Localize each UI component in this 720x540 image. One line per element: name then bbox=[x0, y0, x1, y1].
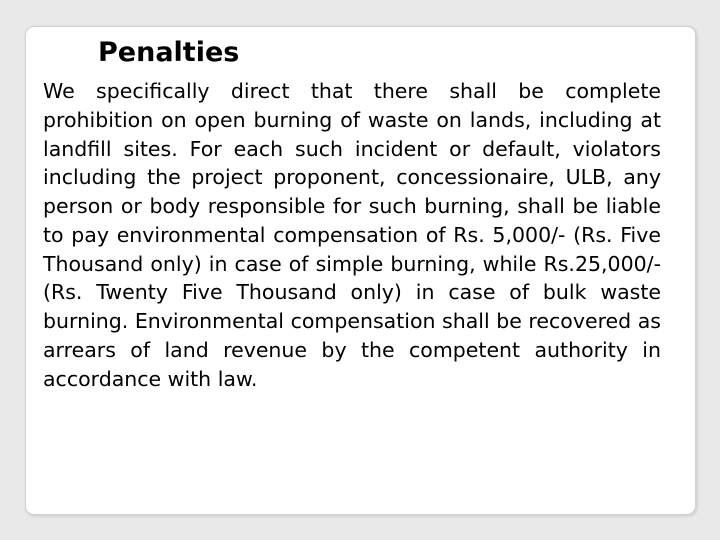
slide-title: Penalties bbox=[98, 37, 240, 68]
slide-body-text: We specifically direct that there shall be complete prohibition on open burning of waste on lands, including at landfill sites. For each such incident or default, violators including the project proponent, concessionaire, ULB, any person or body responsible for such burning, shall be liable to pay environmental compensation of Rs. 5,000/- (Rs. Five Thousand only) in case of simple burning, while Rs.25,000/- (Rs. Twenty Five Thousand only) in case of bulk waste burning. Environmental compensation shall be recovered as arrears of land revenue by the competent authority in accordance with law. bbox=[43, 79, 661, 391]
